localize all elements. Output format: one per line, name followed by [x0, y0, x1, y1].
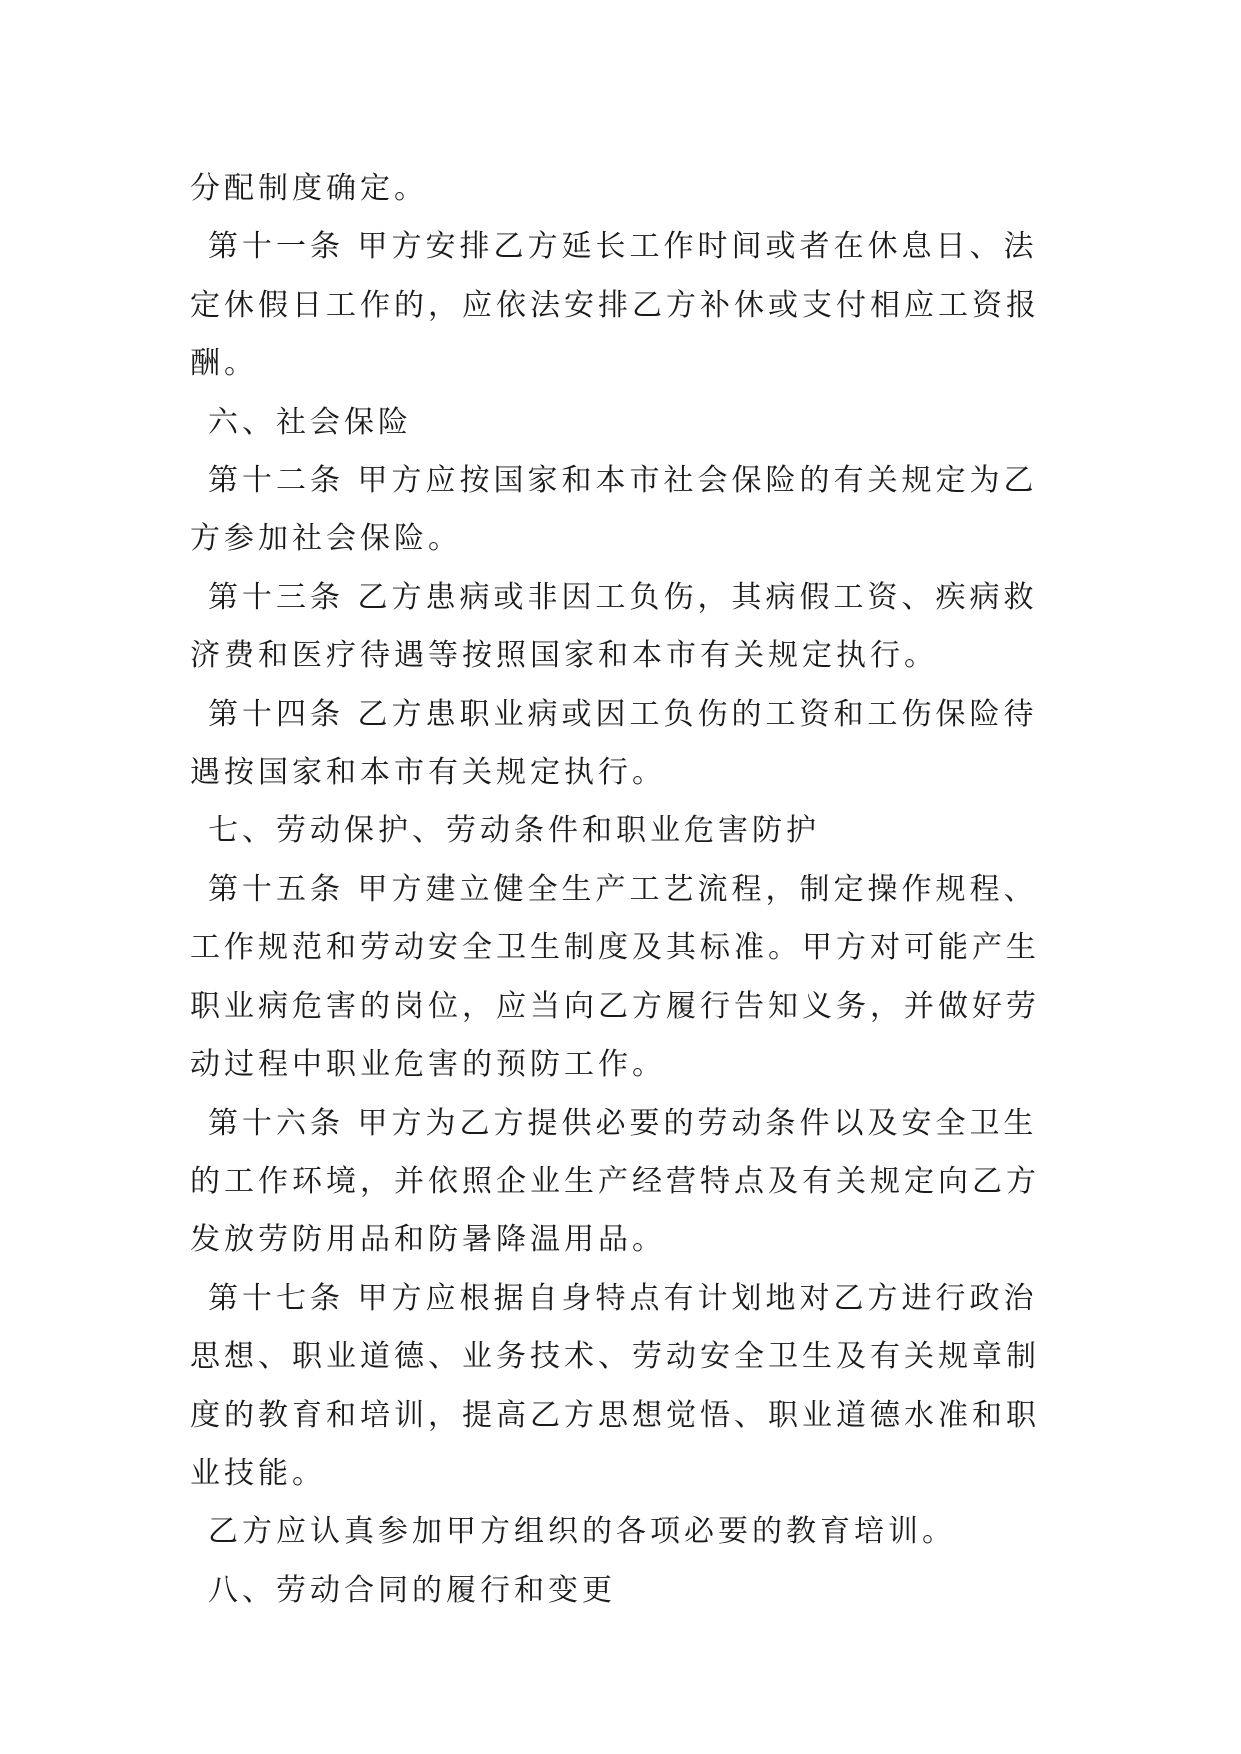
paragraph: 分配制度确定。: [190, 171, 428, 206]
paragraph-training: 乙方应认真参加甲方组织的各项必要的教育培训。: [208, 1514, 956, 1550]
section-heading-labor-protection: 七、劳动保护、劳动条件和职业危害防护: [208, 813, 820, 849]
article-15: 第十五条 甲方建立健全生产工艺流程，制定操作规程、工作规范和劳动安全卫生制度及其标准。甲方对可能产生职业病危害的岗位，应当向乙方履行告知义务，并做好劳动过程中职业危害的预防工作。: [190, 871, 1040, 1083]
article-16: 第十六条 甲方为乙方提供必要的劳动条件以及安全卫生的工作环境，并依照企业生产经营特点及有关规定向乙方发放劳防用品和防暑降温用品。: [190, 1105, 1040, 1258]
article-12: 第十二条 甲方应按国家和本市社会保险的有关规定为乙方参加社会保险。: [190, 463, 1038, 557]
article-11: 第十一条 甲方安排乙方延长工作时间或者在休息日、法定休假日工作的，应依法安排乙方补休或支付相应工资报酬。: [190, 229, 1040, 382]
article-17: 第十七条 甲方应根据自身特点有计划地对乙方进行政治思想、职业道德、业务技术、劳动安全卫生及有关规章制度的教育和培训，提高乙方思想觉悟、职业道德水准和职业技能。: [190, 1280, 1040, 1491]
article-13: 第十三条 乙方患病或非因工负伤，其病假工资、疾病救济费和医疗待遇等按照国家和本市有关规定执行。: [190, 579, 1038, 674]
section-heading-contract-performance: 八、劳动合同的履行和变更: [208, 1572, 616, 1608]
section-heading-social-insurance: 六、社会保险: [208, 404, 412, 440]
document-body: [190, 160, 1070, 1620]
article-14: 第十四条 乙方患职业病或因工负伤的工资和工伤保险待遇按国家和本市有关规定执行。: [190, 696, 1038, 791]
